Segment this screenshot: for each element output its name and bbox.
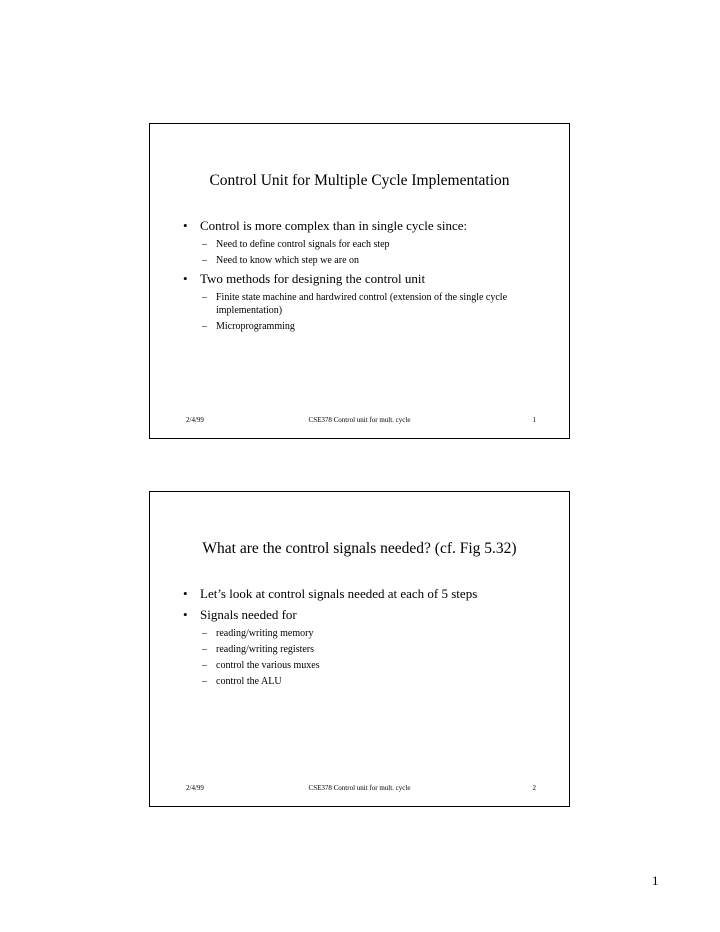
bullet-item — [174, 585, 545, 603]
sub-bullet-item — [174, 238, 545, 251]
footer-date: 2/4/99 — [186, 416, 204, 424]
footer-title: CSE378 Control unit for mult. cycle — [308, 784, 411, 792]
bullet-dot-icon: • — [183, 586, 188, 601]
bullet-item — [174, 217, 545, 235]
slide-title: Control Unit for Multiple Cycle Implementation — [209, 172, 510, 189]
dash-icon: – — [202, 628, 207, 639]
bullet-text: Control is more complex than in single cycle since: — [200, 218, 468, 233]
footer-title: CSE378 Control unit for mult. cycle — [308, 416, 411, 424]
sub-bullet-item — [174, 627, 545, 640]
bullet-dot-icon: • — [183, 271, 188, 286]
bullet-text: Let’s look at control signals needed at each of 5 steps — [200, 586, 478, 601]
sub-bullet-text: Need to define control signals for each step — [216, 239, 390, 250]
sub-bullet-item — [174, 291, 545, 317]
dash-icon: – — [202, 255, 207, 266]
sub-bullet-item — [174, 675, 545, 688]
slide-title: What are the control signals needed? (cf. Fig 5.32) — [202, 540, 517, 557]
slide-2 — [149, 491, 570, 807]
footer-slide-number: 2 — [532, 784, 536, 792]
bullet-dot-icon: • — [183, 607, 188, 622]
bullet-item — [174, 606, 545, 624]
dash-icon: – — [202, 239, 207, 250]
footer-date: 2/4/99 — [186, 784, 204, 792]
footer-slide-number: 1 — [532, 416, 536, 424]
sub-bullet-item — [174, 659, 545, 672]
sub-bullet-list — [174, 291, 545, 333]
sub-bullet-text: reading/writing memory — [216, 628, 314, 639]
bullet-item — [174, 270, 545, 288]
slide-1 — [149, 123, 570, 439]
bullet-dot-icon: • — [183, 218, 188, 233]
bullet-text: Two methods for designing the control unit — [200, 271, 426, 286]
bullet-list — [174, 217, 545, 336]
sub-bullet-list — [174, 627, 545, 688]
dash-icon: – — [202, 660, 207, 671]
sub-bullet-text: Finite state machine and hardwired control (extension of the single cycle implementation) — [216, 292, 508, 316]
sub-bullet-text: Need to know which step we are on — [216, 255, 360, 266]
bullet-text: Signals needed for — [200, 607, 297, 622]
sub-bullet-item — [174, 254, 545, 267]
sub-bullet-list — [174, 238, 545, 267]
sub-bullet-text: reading/writing registers — [216, 644, 315, 655]
page-number: 1 — [652, 873, 659, 888]
dash-icon: – — [202, 292, 207, 303]
sub-bullet-text: control the various muxes — [216, 660, 320, 671]
dash-icon: – — [202, 676, 207, 687]
sub-bullet-text: Microprogramming — [216, 321, 295, 332]
sub-bullet-item — [174, 320, 545, 333]
sub-bullet-text: control the ALU — [216, 676, 282, 687]
bullet-list — [174, 585, 545, 691]
sub-bullet-item — [174, 643, 545, 656]
dash-icon: – — [202, 321, 207, 332]
dash-icon: – — [202, 644, 207, 655]
